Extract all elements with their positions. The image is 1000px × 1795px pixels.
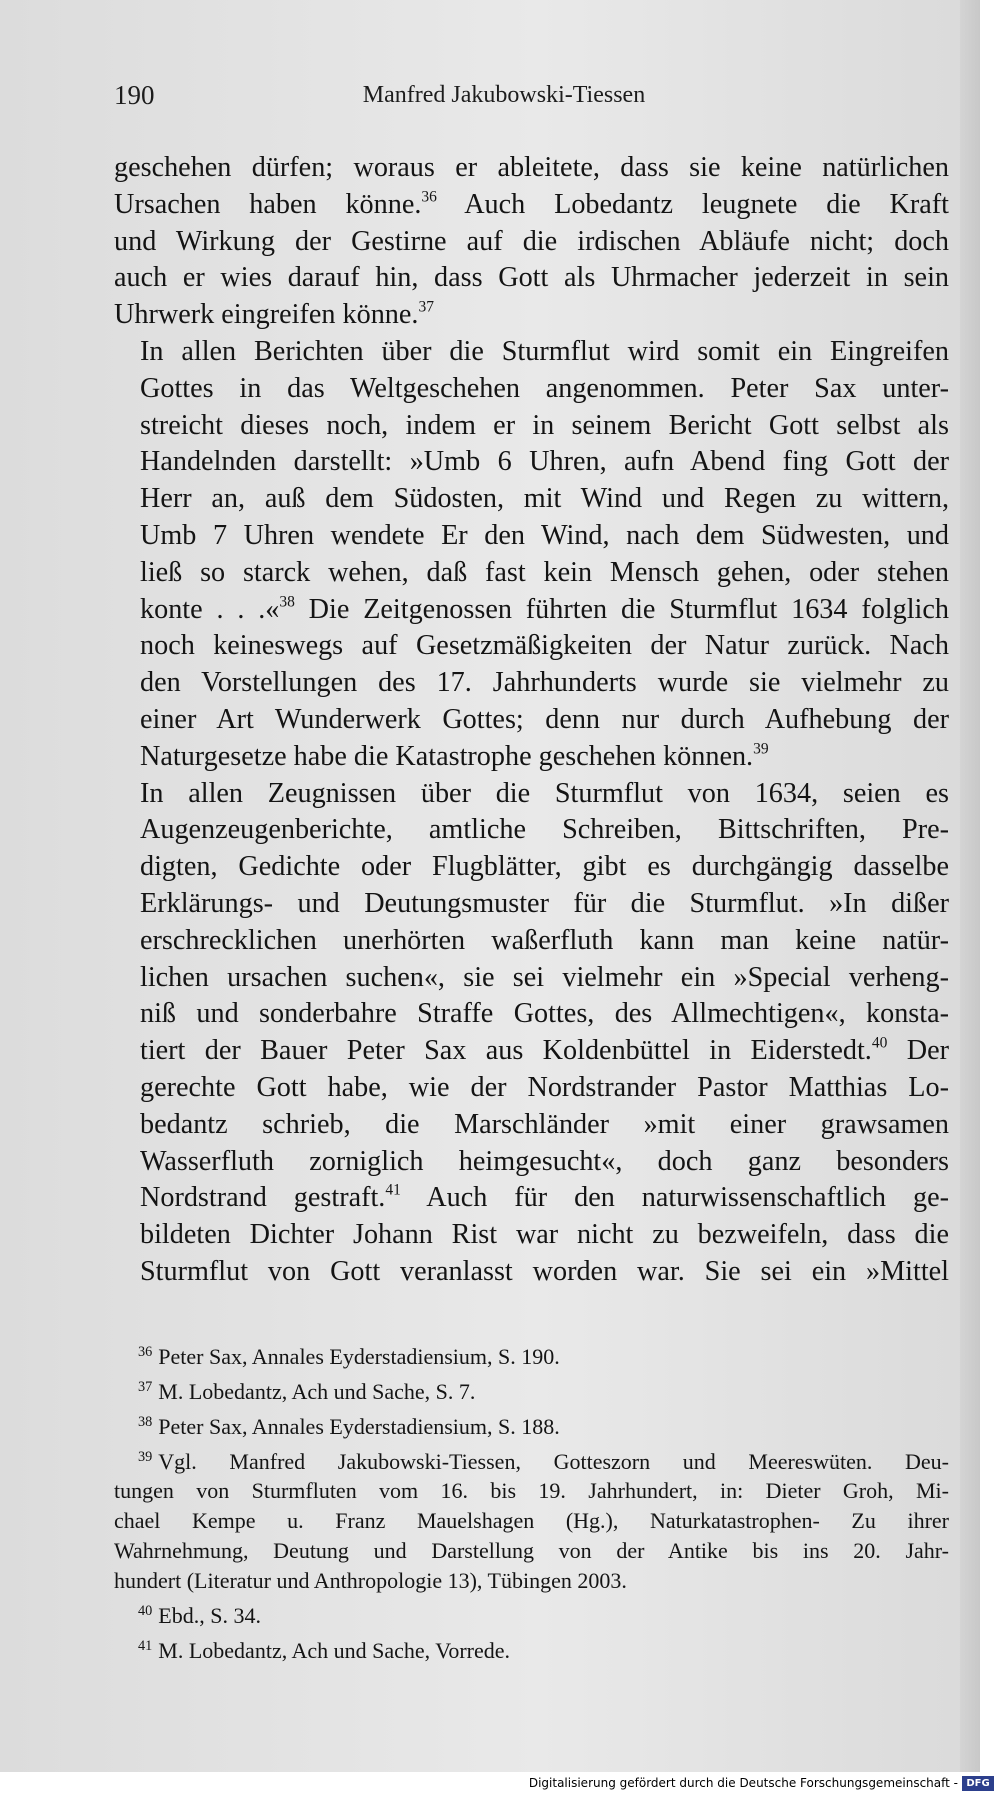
text-line: Herr an, auß dem Südosten, mit Wind und Regen zu wittern, — [140, 483, 949, 515]
text-line: bildeten Dichter Johann Rist war nicht zu bezweifeln, dass die — [140, 1219, 949, 1251]
text-line: gerechte Gott habe, wie der Nordstrander Pastor Matthias Lo- — [140, 1071, 949, 1103]
footnote-37 — [114, 1372, 949, 1407]
text-line: konte . . .«$^{38}$ Die Zeitgenossen führten die Sturmflut 1634 folglich — [140, 592, 949, 625]
footnote-41 — [114, 1631, 949, 1666]
footnote-ref: 38 — [279, 592, 295, 610]
footnote-38 — [114, 1407, 949, 1442]
text-line: und Wirkung der Gestirne auf die irdischen Abläufe nicht; doch — [114, 225, 949, 257]
text-line: streicht dieses noch, indem er in seinem Bericht Gott selbst als — [140, 409, 949, 441]
text-line: noch keineswegs auf Gesetzmäßigkeiten der Natur zurück. Nach — [140, 630, 949, 662]
text-line: Wasserfluth zorniglich heimgesucht«, doch ganz besonders — [140, 1145, 949, 1177]
text-line: In allen Zeugnissen über die Sturmflut von 1634, seien es — [140, 777, 949, 809]
page-number: 190 — [114, 80, 155, 110]
dfg-logo: DFG — [962, 1776, 994, 1791]
body-text — [114, 150, 949, 1291]
text-line: Naturgesetze habe die Katastrophe geschehen können.$^{39}$ — [140, 740, 769, 772]
text-line: niß und sonderbahre Straffe Gottes, des Allmechtigen«, konsta- — [140, 998, 949, 1030]
text-line: Uhrwerk eingreifen könne.$^{37}$ — [114, 298, 434, 331]
text-line: Handelnden darstellt: »Umb 6 Uhren, aufn Abend fing Gott der — [140, 446, 949, 478]
footnotes — [114, 1337, 949, 1666]
footnote-line: tungen von Sturmfluten vom 16. bis 19. Jahrhundert, in: Dieter Groh, Mi- — [114, 1478, 949, 1504]
text-line: Ursachen haben könne.$^{36}$ Auch Lobedantz leugnete die Kraft — [114, 188, 950, 220]
text-line: digten, Gedichte oder Flugblätter, gibt es durchgängig dasselbe — [140, 851, 949, 883]
footnote-line: chael Kempe u. Franz Mauelshagen (Hg.), Naturkatastrophen- Zu ihrer — [114, 1508, 949, 1534]
text-line: ließ so starck wehen, daß fast kein Mensch gehen, oder stehen — [140, 556, 949, 588]
footnote-line: $^{39}$ Vgl. Manfred Jakubowski-Tiessen, Gotteszorn und Meereswüten. Deu- — [138, 1448, 949, 1474]
footnote-40 — [114, 1596, 949, 1631]
footnote-text: Ebd., S. 34. — [158, 1603, 261, 1629]
footnote-text: Peter Sax, Annales Eyderstadiensium, S. 190. — [158, 1343, 560, 1369]
footnote-39 — [114, 1442, 949, 1597]
running-head: Manfred Jakubowski-Tiessen — [362, 82, 646, 108]
text-line: Nordstrand gestraft.$^{41}$ Auch für den naturwissenschaftlich ge- — [140, 1181, 949, 1214]
footnote-ref: 41 — [385, 1181, 401, 1199]
text-line: geschehen dürfen; woraus er ableitete, dass sie keine natürlichen — [114, 152, 949, 183]
footnote-ref: 40 — [871, 1034, 888, 1052]
footnote-ref: 36 — [421, 188, 437, 206]
funding-notice: Digitalisierung gefördert durch die Deutsche Forschungsgemeinschaft - — [528, 1776, 958, 1790]
footnote-number: 37 — [138, 1378, 153, 1395]
text-line: In allen Berichten über die Sturmflut wird somit ein Eingreifen — [140, 335, 949, 367]
footnote-text: M. Lobedantz, Ach und Sache, S. 7. — [158, 1378, 476, 1404]
text-line: einer Art Wunderwerk Gottes; denn nur durch Aufhebung der — [140, 703, 949, 735]
footnote-number: 38 — [138, 1413, 153, 1430]
footnote-number: 41 — [138, 1638, 153, 1655]
paragraph-3 — [114, 776, 949, 1291]
text-line: tiert der Bauer Peter Sax aus Koldenbüttel in Eiderstedt.$^{40}$ Der — [140, 1034, 949, 1067]
text-line: lichen ursachen suchen«, sie sei vielmehr ein »Special verheng- — [140, 961, 949, 993]
text-line: Gottes in das Weltgeschehen angenommen. Peter Sax unter- — [140, 372, 949, 404]
footnote-line: Wahrnehmung, Deutung und Darstellung von der Antike bis ins 20. Jahr- — [114, 1538, 949, 1564]
footnote-line: hundert (Literatur und Anthropologie 13), Tübingen 2003. — [114, 1568, 627, 1594]
page-edge — [960, 0, 980, 1772]
footnote-text: Peter Sax, Annales Eyderstadiensium, S. 188. — [158, 1413, 560, 1439]
footnote-number: 36 — [138, 1344, 153, 1360]
page-header — [114, 80, 894, 120]
text-line: bedantz schrieb, die Marschländer »mit einer grawsamen — [140, 1108, 949, 1140]
paragraph-2 — [114, 334, 949, 776]
text-line: erschrecklichen unerhörten waßerfluth kann man keine natür- — [140, 924, 949, 956]
text-line: Augenzeugenberichte, amtliche Schreiben, Bittschriften, Pre- — [140, 814, 949, 846]
footnote-ref: 39 — [753, 740, 769, 758]
footnote-text: M. Lobedantz, Ach und Sache, Vorrede. — [158, 1638, 511, 1664]
footnote-number: 40 — [138, 1603, 153, 1620]
text-line: auch er wies darauf hin, dass Gott als Uhrmacher jederzeit in sein — [114, 262, 949, 294]
footnote-ref: 37 — [418, 298, 434, 316]
footnote-36 — [114, 1337, 949, 1372]
footnote-number: 39 — [138, 1448, 153, 1465]
text-line: Sturmflut von Gott veranlasst worden war. Sie sei ein »Mittel — [140, 1255, 949, 1287]
paragraph-1 — [114, 150, 949, 334]
text-line: Umb 7 Uhren wendete Er den Wind, nach dem Südwesten, und — [140, 519, 949, 551]
text-line: Erklärungs- und Deutungsmuster für die Sturmflut. »In dißer — [140, 887, 949, 919]
text-line: den Vorstellungen des 17. Jahrhunderts wurde sie vielmehr zu — [140, 667, 949, 699]
